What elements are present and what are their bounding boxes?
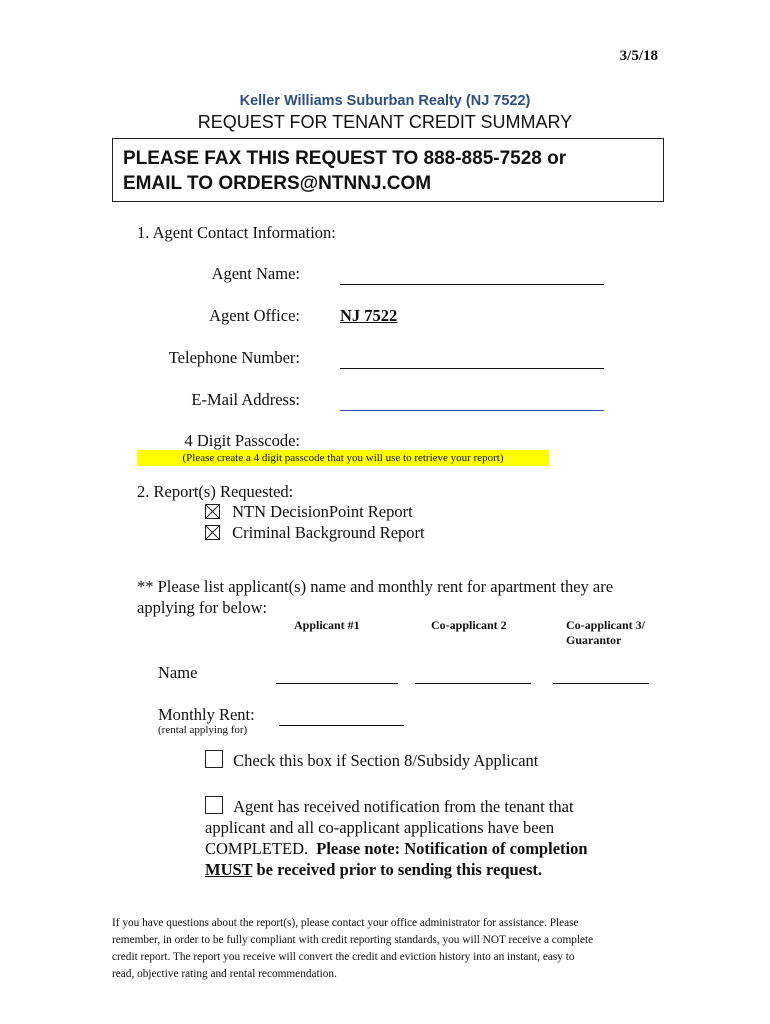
form-date: 3/5/18 xyxy=(619,48,658,64)
co-applicant-2-name-field[interactable] xyxy=(415,665,531,684)
applicant-1-name-field[interactable] xyxy=(276,665,398,684)
report-option-label: Criminal Background Report xyxy=(232,523,425,542)
agent-notification-check[interactable]: Agent has received notification from the tenant that applicant and all co-applicant applications have been COMPLETED. Please note: Notification of completion MUST be received prior to sending this request. xyxy=(205,797,588,879)
agent-name-field[interactable] xyxy=(340,266,604,285)
section8-check[interactable] xyxy=(205,750,538,771)
checked-box-icon[interactable] xyxy=(205,504,220,519)
report-option-decisionpoint[interactable] xyxy=(205,502,413,522)
agent-name-label: Agent Name: xyxy=(211,264,300,283)
section2-heading: 2. Report(s) Requested: xyxy=(137,482,294,501)
footer-notice: If you have questions about the report(s), please contact your office administrator for assistance. Please remember, in order to be fully compliant with credit reporting standards, you will NOT receive a complete credit report. The report you receive will convert the credit and eviction history into an instant, easy to read, objective rating and rental recommendation. xyxy=(112,917,594,980)
column-co-applicant-2: Co-applicant 2 xyxy=(431,618,507,632)
form-title: REQUEST FOR TENANT CREDIT SUMMARY xyxy=(197,112,573,132)
email-field[interactable] xyxy=(340,392,604,411)
column-applicant-1: Applicant #1 xyxy=(294,618,360,632)
agent-office-value[interactable]: NJ 7522 xyxy=(340,306,398,325)
monthly-rent-field[interactable] xyxy=(279,707,404,726)
report-option-criminal[interactable] xyxy=(205,523,425,543)
fax-instructions-line1: PLEASE FAX THIS REQUEST TO 888-885-7528 or xyxy=(123,148,567,169)
email-label: E-Mail Address: xyxy=(191,390,300,409)
report-option-label: NTN DecisionPoint Report xyxy=(232,502,413,521)
telephone-field[interactable] xyxy=(340,350,604,369)
monthly-rent-sublabel: (rental applying for) xyxy=(158,724,248,736)
fax-instructions-box xyxy=(112,138,664,202)
checked-box-icon[interactable] xyxy=(205,525,220,540)
empty-checkbox-icon[interactable] xyxy=(205,750,223,768)
co-applicant-3-name-field[interactable] xyxy=(553,665,649,684)
passcode-hint: (Please create a 4 digit passcode that you will use to retrieve your report) xyxy=(137,450,549,466)
applicants-intro-line2: applying for below: xyxy=(137,598,268,617)
monthly-rent-label: Monthly Rent: xyxy=(158,705,255,724)
telephone-label: Telephone Number: xyxy=(168,348,300,367)
fax-instructions-line2: EMAIL TO ORDERS@NTNNJ.COM xyxy=(123,173,432,194)
empty-checkbox-icon[interactable] xyxy=(205,796,223,814)
company-name: Keller Williams Suburban Realty (NJ 7522) xyxy=(239,93,531,109)
section8-label: Check this box if Section 8/Subsidy Applicant xyxy=(233,751,539,770)
agent-office-label: Agent Office: xyxy=(209,306,300,325)
column-co-applicant-3: Co-applicant 3/ Guarantor xyxy=(566,618,646,647)
section1-heading: 1. Agent Contact Information: xyxy=(137,223,336,242)
name-label: Name xyxy=(158,663,198,682)
applicants-intro-line1: ** Please list applicant(s) name and monthly rent for apartment they are xyxy=(137,577,614,596)
passcode-label: 4 Digit Passcode: xyxy=(184,431,300,450)
